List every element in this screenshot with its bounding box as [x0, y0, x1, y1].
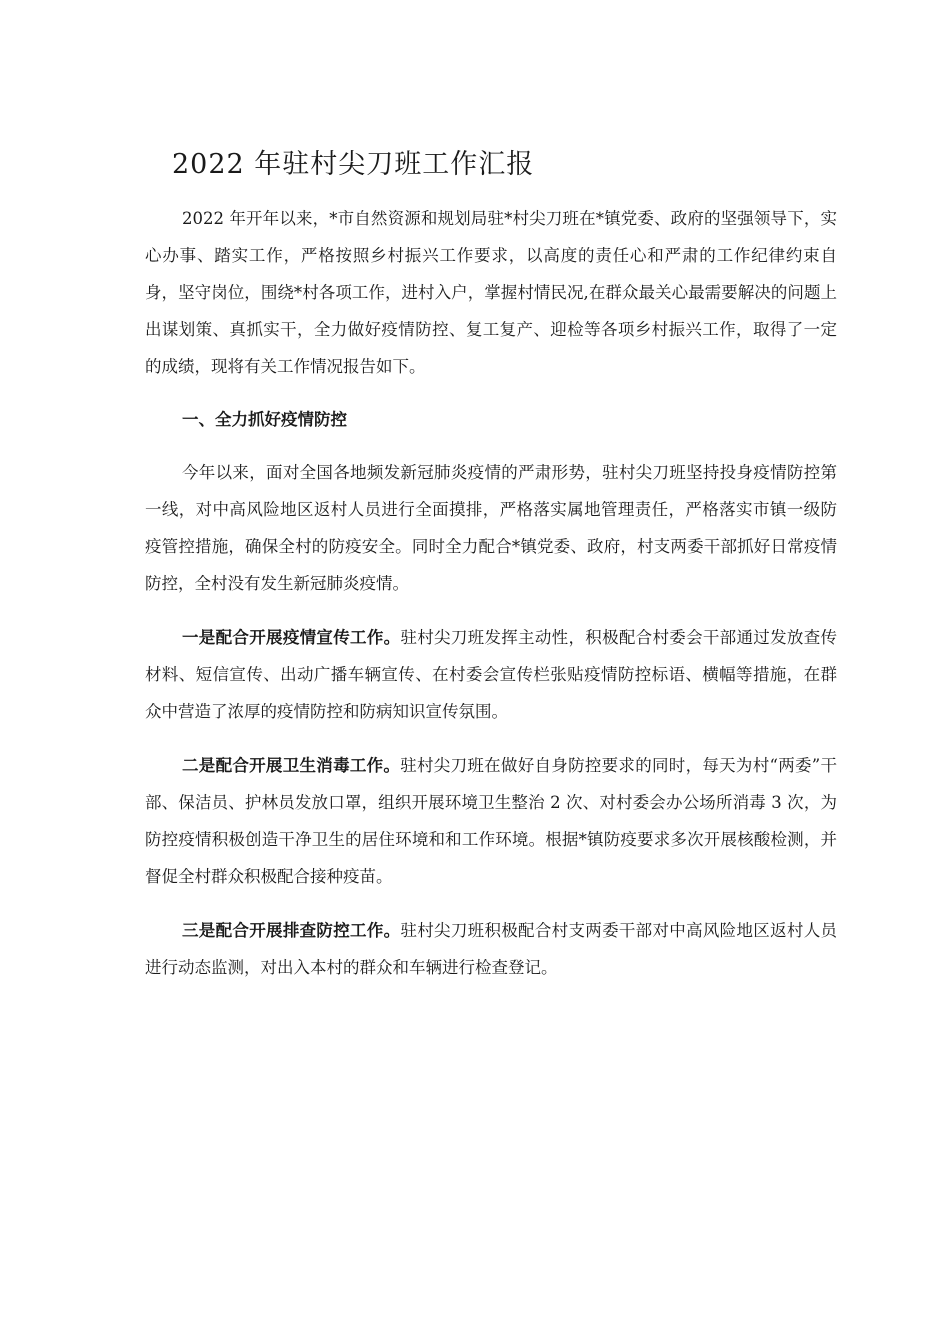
item-paragraph-1 — [145, 619, 837, 730]
item-text-2: 驻村尖刀班在做好自身防控要求的同时，每天为村“两委”干部、保洁员、护林员发放口罩，组织开展环境卫生整治 2 次、对村委会办公场所消毒 3 次，为防控疫情积极创造干净卫生的居住环境和和工作环境。根据*镇防疫要求多次开展核酸检测，并督促全村群众积极配合接种疫苗。 — [145, 756, 838, 886]
item-lead-3: 三是配合开展排查防控工作。 — [182, 921, 401, 940]
item-paragraph-2 — [145, 747, 837, 895]
item-text-3: 驻村尖刀班积极配合村支两委干部对中高风险地区返村人员进行动态监测，对出入本村的群众和车辆进行检查登记。 — [145, 921, 838, 977]
section-paragraph: 今年以来，面对全国各地频发新冠肺炎疫情的严肃形势，驻村尖刀班坚持投身疫情防控第一线，对中高风险地区返村人员进行全面摸排，严格落实属地管理责任，严格落实市镇一级防疫管控措施，确保全村的防疫安全。同时全力配合*镇党委、政府，村支两委干部抓好日常疫情防控，全村没有发生新冠肺炎疫情。 — [145, 463, 837, 593]
item-lead-1: 一是配合开展疫情宣传工作。 — [182, 628, 401, 647]
item-text-1: 驻村尖刀班发挥主动性，积极配合村委会干部通过发放查传材料、短信宣传、出动广播车辆宣传、在村委会宣传栏张贴疫情防控标语、横幅等措施，在群众中营造了浓厚的疫情防控和防病知识宣传氛围。 — [145, 628, 838, 721]
intro-paragraph: 2022 年开年以来，*市自然资源和规划局驻*村尖刀班在*镇党委、政府的坚强领导下，实心办事、踏实工作，严格按照乡村振兴工作要求，以高度的责任心和严肃的工作纪律约束自身，坚守岗位，围绕*村各项工作，进村入户，掌握村情民况,在群众最关心最需要解决的问题上出谋划策、真抓实干，全力做好疫情防控、复工复产、迎检等各项乡村振兴工作，取得了一定的成绩，现将有关工作情况报告如下。 — [145, 209, 837, 376]
item-lead-2: 二是配合开展卫生消毒工作。 — [182, 756, 401, 775]
section-heading: 一、全力抓好疫情防控 — [182, 410, 347, 429]
document-title: 2022 年驻村尖刀班工作汇报 — [172, 149, 535, 180]
document-body — [145, 200, 837, 986]
item-paragraph-3 — [145, 912, 837, 986]
